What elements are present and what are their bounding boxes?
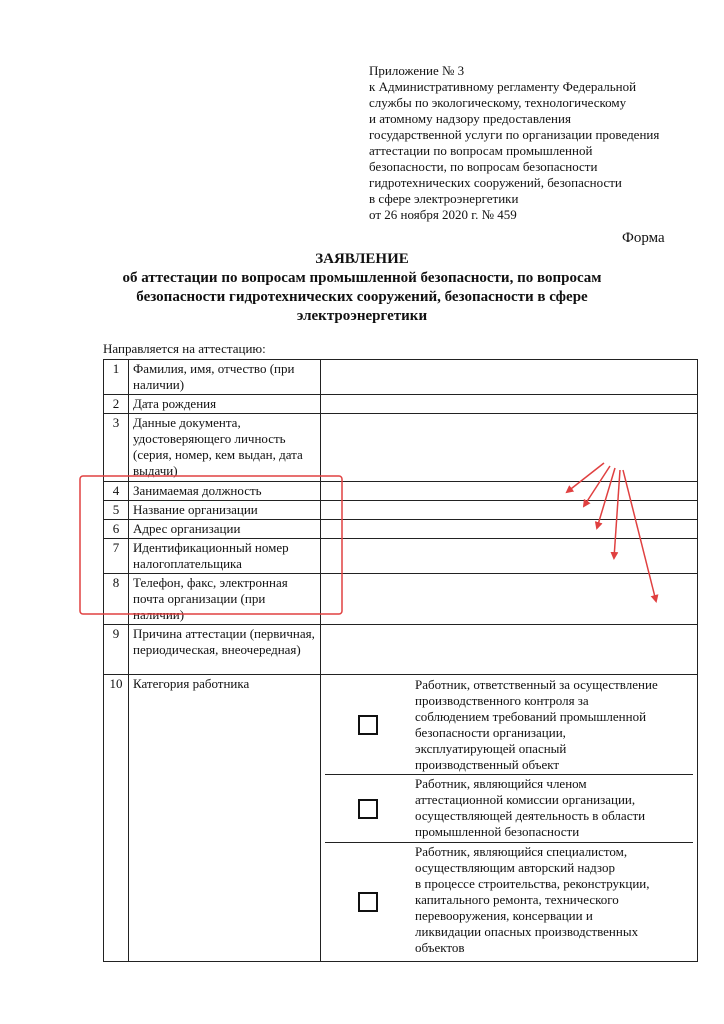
row-label: Идентификационный номер налогоплательщика [129, 539, 321, 574]
appendix-line: Приложение № 3 [369, 63, 465, 78]
row-label: Адрес организации [129, 520, 321, 539]
category-option-text: Работник, являющийся специалистом, осуществляющим авторский надзор в процессе строительства, реконструкции, капитального ремонта, технического перевооружения, консервации и ликвидации опасных производственных объектов [415, 844, 650, 955]
highlight-rectangle [80, 476, 342, 614]
appendix-line: гидротехнических сооружений, безопасности [369, 175, 622, 190]
title-subline: об аттестации по вопросам промышленной безопасности, по вопросам [122, 270, 602, 286]
appendix-line: аттестации по вопросам промышленной [369, 143, 593, 158]
row-label: Причина аттестации (первичная, периодическая, внеочередная) [129, 625, 321, 675]
row-label: Занимаемая должность [129, 482, 321, 501]
row-number: 3 [104, 414, 129, 482]
row-number: 1 [104, 360, 129, 395]
arrow-icon [597, 468, 615, 528]
appendix-line: в сфере электроэнергетики [369, 191, 519, 206]
appendix-line: от 26 ноября 2020 г. № 459 [369, 207, 517, 222]
sent-to-label: Направляется на аттестацию: [103, 341, 266, 356]
row-label: Фамилия, имя, отчество (при наличии) [129, 360, 321, 395]
row-label: Дата рождения [129, 395, 321, 414]
row-number: 9 [104, 625, 129, 675]
row-number: 7 [104, 539, 129, 574]
appendix-line: безопасности, по вопросам безопасности [369, 159, 598, 174]
row-number: 6 [104, 520, 129, 539]
form-label: Форма [622, 230, 665, 246]
row-label: Данные документа, удостоверяющего личность (серия, номер, кем выдан, дата выдачи) [129, 414, 321, 482]
appendix-line: государственной услуги по организации проведения [369, 127, 660, 142]
title-subline: безопасности гидротехнических сооружений, безопасности в сфере [136, 289, 588, 305]
appendix-line: службы по экологическому, технологическому [369, 95, 627, 110]
row-label: Категория работника [129, 675, 321, 962]
row-number: 4 [104, 482, 129, 501]
title-subline: электроэнергетики [296, 308, 428, 324]
arrow-icon [567, 463, 604, 492]
appendix-line: к Административному регламенту Федеральной [369, 79, 637, 94]
row-number: 5 [104, 501, 129, 520]
row-number: 8 [104, 574, 129, 625]
row-label: Название организации [129, 501, 321, 520]
category-option-text: Работник, ответственный за осуществление производственного контроля за соблюдением требований промышленной безопасности организации, эксплуатирующей опасный производственный объект [415, 677, 658, 772]
row-label: Телефон, факс, электронная почта организации (при наличии) [129, 574, 321, 625]
arrow-icon [623, 470, 656, 601]
arrow-icon [614, 470, 620, 558]
row-number: 10 [104, 675, 129, 962]
row-number: 2 [104, 395, 129, 414]
appendix-line: и атомному надзору предоставления [369, 111, 571, 126]
category-option-text: Работник, являющийся членом аттестационной комиссии организации, осуществляющей деятельность в области промышленной безопасности [415, 776, 646, 839]
title-main: ЗАЯВЛЕНИЕ [315, 251, 409, 267]
